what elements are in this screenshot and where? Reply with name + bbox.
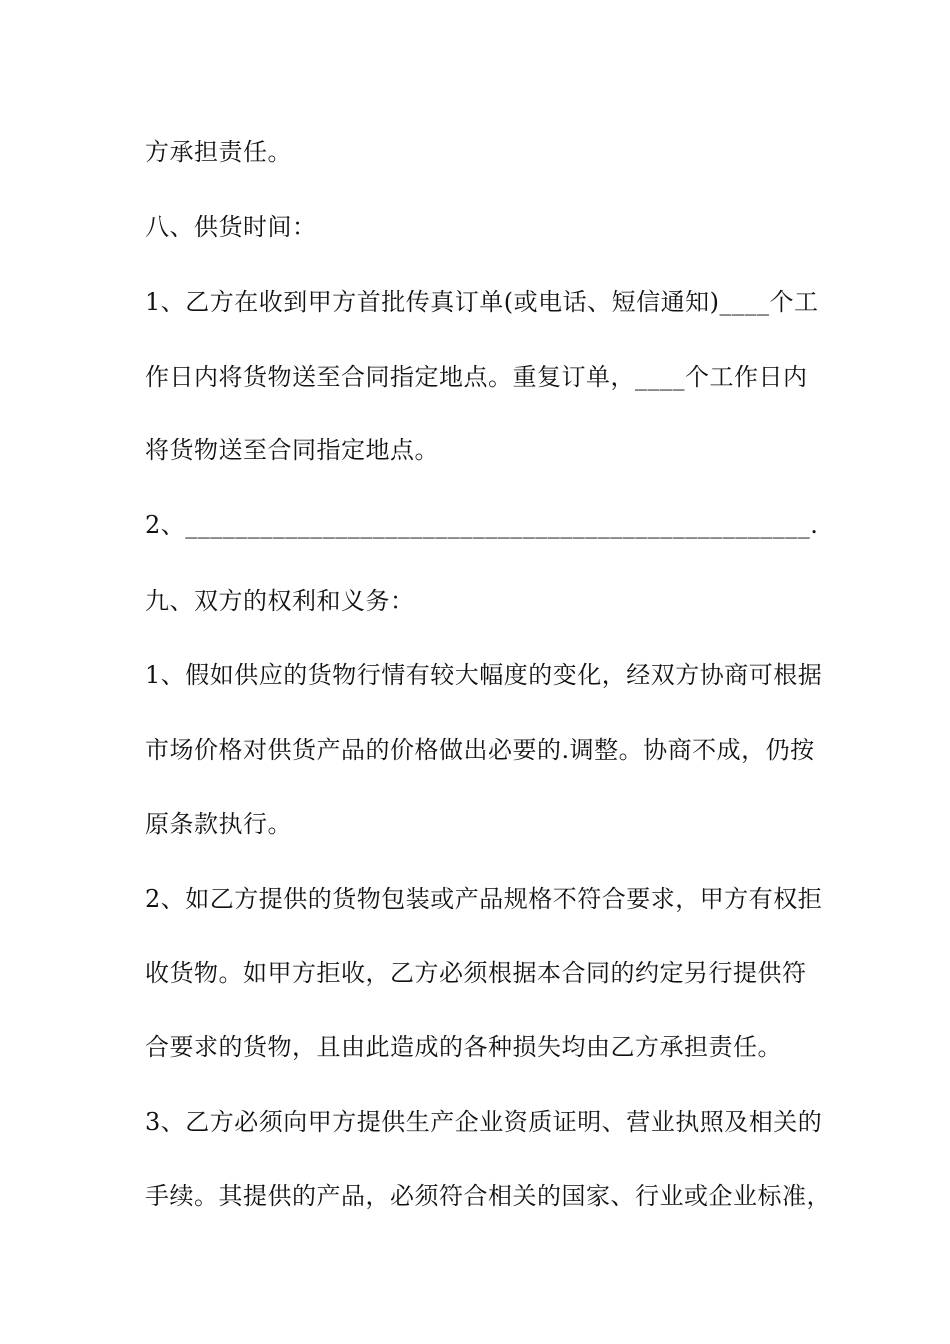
clause-8-1-line-3: 将货物送至合同指定地点。 <box>145 436 439 464</box>
clause-9-2-line-1: 2、如乙方提供的货物包装或产品规格不符合要求，甲方有权拒 <box>145 885 823 913</box>
clause-9-1-line-2: 市场价格对供货产品的价格做出必要的.调整。协商不成，仍按 <box>145 736 815 764</box>
clause-9-2-line-3: 合要求的货物，且由此造成的各种损失均由乙方承担责任。 <box>145 1033 782 1061</box>
clause-9-1-line-1: 1、假如供应的货物行情有较大幅度的变化，经双方协商可根据 <box>145 661 823 689</box>
clause-9-3-line-2: 手续。其提供的产品，必须符合相关的国家、行业或企业标准， <box>145 1182 831 1210</box>
clause-9-1-line-3: 原条款执行。 <box>145 810 292 838</box>
section-heading-rights-obligations: 九、双方的权利和义务： <box>145 587 415 615</box>
clause-8-1-line-2: 作日内将货物送至合同指定地点。重复订单，____个工作日内 <box>145 363 808 391</box>
clause-8-2-blank: 2、__________________________________________________. <box>145 511 819 539</box>
section-heading-supply-time: 八、供货时间： <box>145 213 317 241</box>
clause-9-3-line-1: 3、乙方必须向甲方提供生产企业资质证明、营业执照及相关的 <box>145 1108 823 1136</box>
clause-9-2-line-2: 收货物。如甲方拒收，乙方必须根据本合同的约定另行提供符 <box>145 959 807 987</box>
clause-8-1-line-1: 1、乙方在收到甲方首批传真订单(或电话、短信通知)____个工 <box>145 288 819 316</box>
text-line-continuation: 方承担责任。 <box>145 138 292 166</box>
